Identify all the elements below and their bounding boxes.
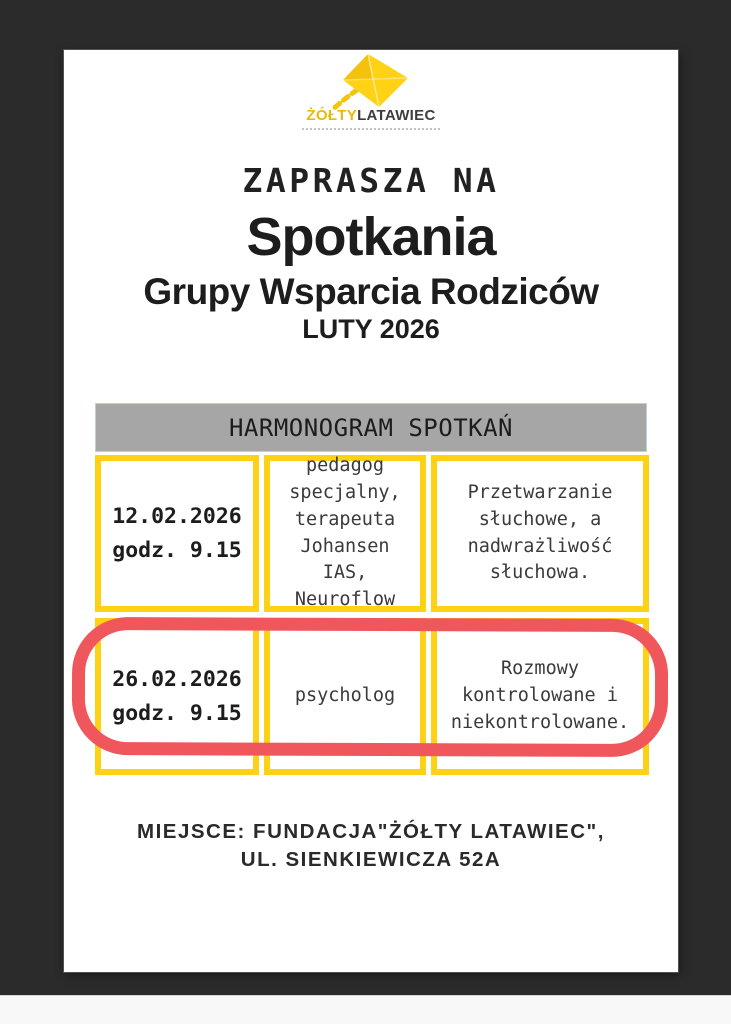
location-line-1: MIEJSCE: FUNDACJA"ŻÓŁTY LATAWIEC", xyxy=(137,820,605,843)
browser-bottom-strip xyxy=(0,995,731,1024)
location-line-2: UL. SIENKIEWICZA 52A xyxy=(240,847,502,871)
topic-value: Przetwarzanie słuchowe, a nadwrażliwość słuchowa. xyxy=(467,481,613,584)
poster-subtitle: Grupy Wsparcia Rodziców xyxy=(143,271,599,312)
logo-underline xyxy=(302,128,440,130)
location-text xyxy=(64,818,678,873)
schedule-header-label: HARMONOGRAM SPOTKAŃ xyxy=(228,413,514,442)
topic-value: Rozmowy kontrolowane i niekontrolowane. xyxy=(450,658,630,733)
cell-specialist xyxy=(264,618,426,775)
specialist-value: psycholog xyxy=(294,685,396,707)
date-value: 26.02.2026 xyxy=(112,667,242,693)
table-row xyxy=(95,618,647,775)
cell-topic xyxy=(431,618,649,775)
table-row xyxy=(95,455,647,612)
poster-title: Spotkania xyxy=(246,207,496,267)
schedule-table xyxy=(95,455,647,775)
poster-page xyxy=(64,50,678,972)
specialist-value: pedagog specjalny, terapeuta Johansen IAS, Neuroflow xyxy=(289,455,401,611)
poster-period: LUTY 2026 xyxy=(302,314,440,344)
logo-word-secondary: LATAWIEC xyxy=(357,107,436,124)
cell-topic xyxy=(431,455,649,612)
intro-text: ZAPRASZA NA xyxy=(242,161,500,200)
logo xyxy=(64,54,678,130)
date-value: 12.02.2026 xyxy=(112,504,242,530)
logo-wordmark xyxy=(64,108,678,125)
logo-word-primary: ŻÓŁTY xyxy=(306,107,358,124)
cell-date xyxy=(95,618,259,775)
cell-date xyxy=(95,455,259,612)
time-value: godz. 9.15 xyxy=(112,537,242,563)
time-value: godz. 9.15 xyxy=(112,700,242,726)
schedule-header-bar xyxy=(95,403,647,452)
cell-specialist xyxy=(264,455,426,612)
kite-icon xyxy=(315,54,427,110)
